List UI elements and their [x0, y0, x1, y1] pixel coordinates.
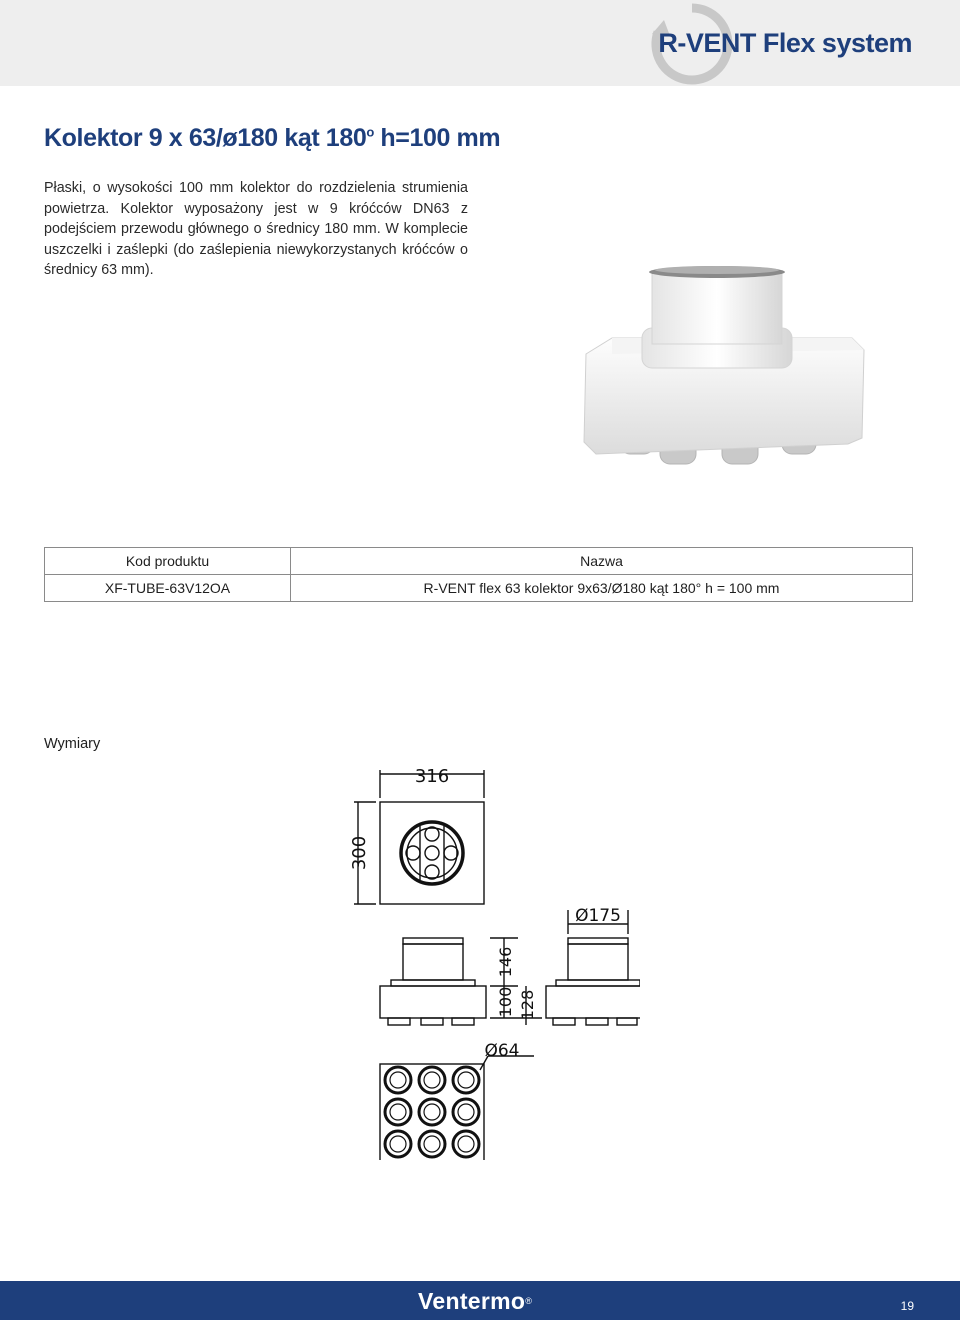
page-number: 19 [900, 1299, 914, 1313]
port-inner-circle [424, 1104, 440, 1120]
spigot-diameter-label: Ø175 [575, 906, 621, 926]
dimensions-heading: Wymiary [44, 736, 101, 752]
port-inner-circle [424, 1136, 440, 1152]
brand-logo [658, 18, 912, 68]
port-circle [385, 1131, 411, 1157]
port-circle [419, 1067, 445, 1093]
product-name-cell: R-VENT flex 63 kolektor 9x63/Ø180 kąt 180° h = 100 mm [291, 575, 913, 602]
brand-name: R-VENT Flex system [658, 27, 912, 58]
port-circle [419, 1099, 445, 1125]
port-circle [453, 1099, 479, 1125]
footer-logo [418, 1288, 532, 1314]
side-view-left [380, 938, 486, 1025]
footer-logo-text: Ventermo [418, 1287, 526, 1314]
port-inner-circle [458, 1104, 474, 1120]
port-diameter-label: Ø64 [484, 1041, 520, 1061]
port-inner-circle [390, 1072, 406, 1088]
product-photo [572, 258, 872, 478]
product-code-cell: XF-TUBE-63V12OA [45, 575, 291, 602]
footer-logo-registered: ® [525, 1296, 532, 1306]
table-row [45, 575, 913, 602]
port-inner-circle [390, 1104, 406, 1120]
product-table [44, 547, 913, 602]
height-146-label: 146 [496, 946, 515, 978]
width-dimension-label: 316 [414, 766, 450, 787]
port-circle [453, 1131, 479, 1157]
column-header-name: Nazwa [291, 548, 913, 575]
port-circle [385, 1067, 411, 1093]
height-100-label: 100 [496, 986, 515, 1018]
dimension-drawing [340, 760, 640, 1160]
port-circle [419, 1131, 445, 1157]
port-inner-circle [424, 1072, 440, 1088]
depth-dimension-label: 300 [349, 835, 370, 871]
port-circle [453, 1067, 479, 1093]
product-description: Płaski, o wysokości 100 mm kolektor do rozdzielenia strumienia powietrza. Kolektor wyposażony jest w 9 króćców DN63 z podejściem przewodu głównego o średnicy 180 mm. W komplecie uszczelki i zaślepki (do zaślepienia niewykorzystanych króćców o średnicy 63 mm). [44, 180, 468, 278]
port-inner-circle [390, 1136, 406, 1152]
port-inner-circle [458, 1136, 474, 1152]
table-header-row [45, 548, 913, 575]
top-view [354, 770, 484, 904]
port-circle [385, 1099, 411, 1125]
bottom-view-ports [385, 1067, 479, 1157]
column-header-code: Kod produktu [45, 548, 291, 575]
page-title: Kolektor 9 x 63/ø180 kąt 180$^o$ h=100 mm [44, 124, 501, 152]
port-inner-circle [458, 1072, 474, 1088]
height-128-label: 128 [518, 989, 537, 1021]
